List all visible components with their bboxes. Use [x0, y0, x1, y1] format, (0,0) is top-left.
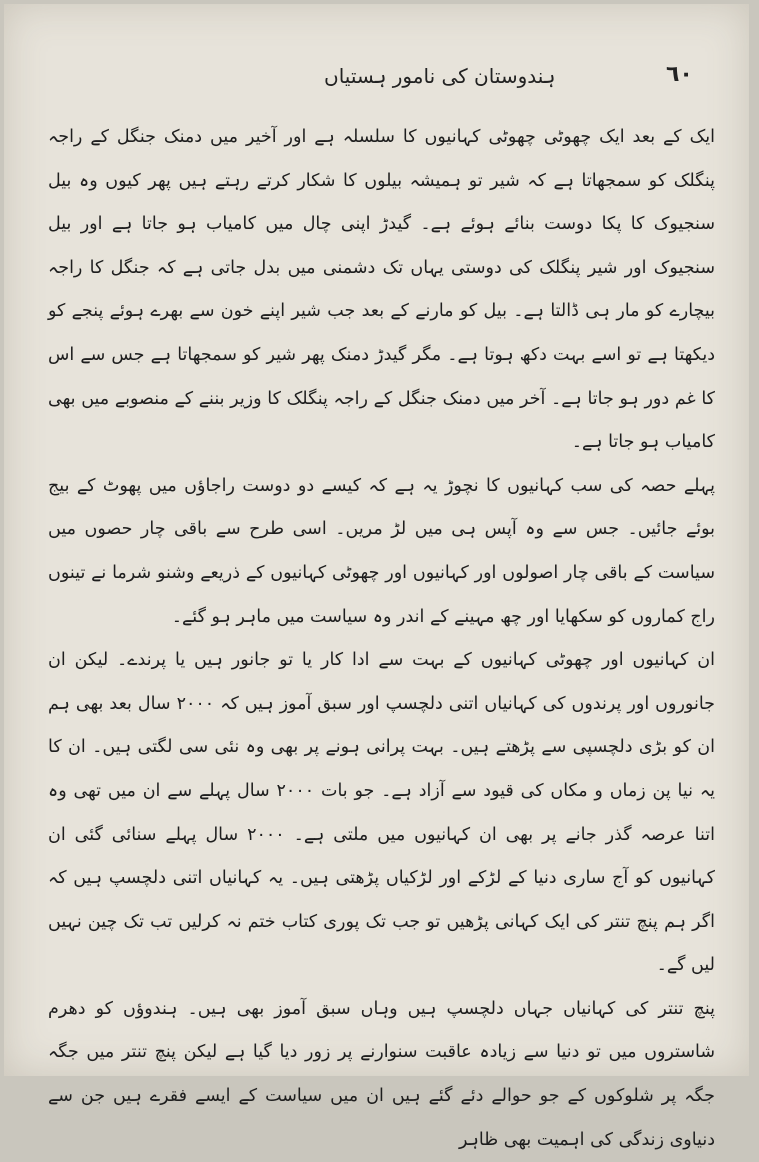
- paragraph-2: پہلے حصہ کی سب کہانیوں کا نچوڑ یہ ہے کہ کیسے دو دوست راجاؤں میں پھوٹ کے بیج بوئے جائیں۔ جس سے وہ آپس ہی میں لڑ مریں۔ اسی طرح سے باقی چار حصوں میں سیاست کے باقی چار اصولوں اور کہانیوں اور چھوٹی کہانیوں کے ذریعے وشنو شرما نے تینوں راج کماروں کو سکھایا اور چھ مہینے کے اندر وہ سیاست میں ماہر ہو گئے۔: [48, 475, 715, 627]
- paragraph-1: ایک کے بعد ایک چھوٹی چھوٹی کہانیوں کا سلسلہ ہے اور آخیر میں دمنک جنگل کے راجہ پنگلک کو سمجھاتا ہے کہ شیر تو ہمیشہ بیلوں کا شکار کرتے رہتے ہیں پھر کیوں وہ بیل سنجیوک کا پکا دوست بنائے ہوئے ہے۔ گیدڑ اپنی چال میں کامیاب ہو جاتا ہے اور بیل سنجیوک اور شیر پنگلک کی دوستی یہاں تک دشمنی میں بدل جاتی ہے کہ جنگل کا راجہ بیچارے کو مار ہی ڈالتا ہے۔ بیل کو مارنے کے بعد جب شیر اپنے خون سے بھرے ہوئے پنجے کو دیکھتا ہے تو اسے بہت دکھ ہوتا ہے۔ مگر گیدڑ دمنک پھر شیر کو سمجھاتا ہے جس سے اس کا غم دور ہو جاتا ہے۔ آخر میں دمنک جنگل کے راجہ پنگلک کا وزیر بننے کے منصوبے میں بھی کامیاب ہو جاتا ہے۔: [48, 127, 715, 453]
- paragraph-4: پنچ تنتر کی کہانیاں جہاں دلچسپ ہیں وہاں سبق آموز بھی ہیں۔ ہندوؤں کو دھرم شاستروں میں تو دنیا سے زیادہ عاقبت سنوارنے پر زور دیا گیا ہے لیکن پنچ تنتر میں جگہ جگہ پر شلوکوں کے جو حوالے دئے گئے ہیں ان میں سیاست کے ایسے فقرے ہیں جن سے دنیاوی زندگی کی اہمیت بھی ظاہر: [48, 998, 715, 1150]
- body-text: [48, 116, 715, 1162]
- paragraph-3: ان کہانیوں اور چھوٹی کہانیوں کے بہت سے ادا کار یا تو جانور ہیں یا پرندے۔ لیکن ان جانوروں اور پرندوں کی کہانیاں اتنی دلچسپ اور سبق آموز ہیں کہ ٢٠٠٠ سال بعد بھی ہم ان کو بڑی دلچسپی سے پڑھتے ہیں۔ بہت پرانی ہونے پر بھی وہ نئی سی لگتی ہیں۔ ان کا یہ نیا پن زماں و مکاں کی قیود سے آزاد ہے۔ جو بات ٢٠٠٠ سال پہلے سے ان میں تھی وہ اتنا عرصہ گذر جانے پر بھی ان کہانیوں میں ملتی ہے۔ ٢٠٠٠ سال پہلے سنائی گئی ان کہانیوں کو آج ساری دنیا کے لڑکے اور لڑکیاں پڑھتی ہیں۔ یہ کہانیاں اتنی دلچسپ ہیں کہ اگر ہم پنچ تنتر کی ایک کہانی پڑھیں تو جب تک پوری کتاب ختم نہ کرلیں تب تک چین نہیں لیں گے۔: [48, 650, 715, 976]
- page-header: [44, 62, 709, 98]
- book-page: [4, 4, 749, 1150]
- running-title: ہندوستان کی نامور ہستیاں: [324, 64, 556, 88]
- page-number: ٦٠: [666, 62, 693, 87]
